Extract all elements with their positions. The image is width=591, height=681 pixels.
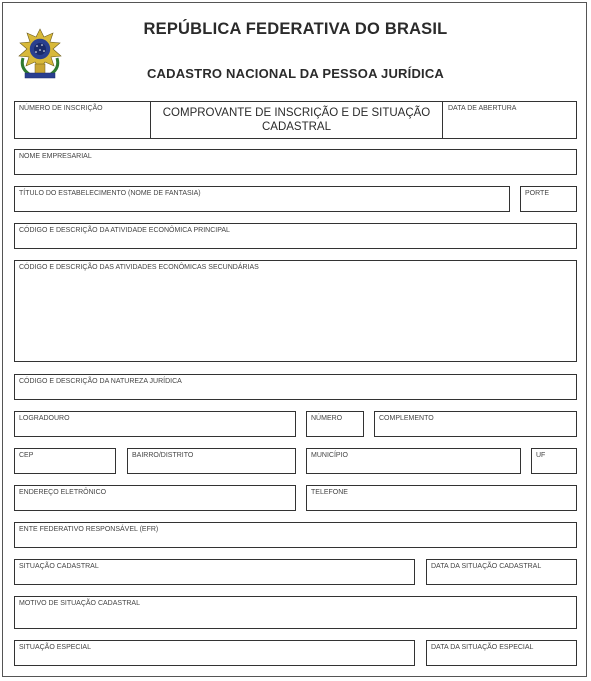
municipio-field [306,448,521,474]
telefone-field [306,485,577,511]
porte-field [520,186,577,212]
motivo-situacao-label: MOTIVO DE SITUAÇÃO CADASTRAL [19,600,140,607]
ente-federativo-field [14,522,577,548]
natureza-juridica-field [14,374,577,400]
nome-empresarial-label: NOME EMPRESARIAL [19,153,92,160]
municipio-label: MUNICÍPIO [311,452,348,459]
situacao-cadastral-label: SITUAÇÃO CADASTRAL [19,563,99,570]
data-situacao-cadastral-field [426,559,577,585]
situacao-cadastral-field [14,559,415,585]
telefone-label: TELEFONE [311,489,348,496]
atividade-principal-label: CÓDIGO E DESCRIÇÃO DA ATIVIDADE ECONÔMICA PRINCIPAL [19,227,230,234]
uf-field [531,448,577,474]
atividades-secundarias-label: CÓDIGO E DESCRIÇÃO DAS ATIVIDADES ECONÔMICAS SECUNDÁRIAS [19,264,259,271]
numero-inscricao-label: NÚMERO DE INSCRIÇÃO [19,105,103,112]
uf-label: UF [536,452,546,459]
natureza-juridica-label: CÓDIGO E DESCRIÇÃO DA NATUREZA JURÍDICA [19,378,182,385]
endereco-eletronico-field [14,485,296,511]
inscricao-row [14,101,577,139]
data-abertura-label: DATA DE ABERTURA [448,105,517,112]
bairro-label: BAIRRO/DISTRITO [132,452,194,459]
motivo-situacao-field [14,596,577,629]
numero-field [306,411,364,437]
document-title: REPÚBLICA FEDERATIVA DO BRASIL [143,20,448,38]
data-situacao-cadastral-label: DATA DA SITUAÇÃO CADASTRAL [431,563,542,570]
porte-label: PORTE [525,190,549,197]
cep-label: CEP [19,452,34,459]
logradouro-label: LOGRADOURO [19,415,70,422]
document-subtitle: CADASTRO NACIONAL DA PESSOA JURÍDICA [146,66,445,81]
nome-empresarial-field [14,149,577,175]
logradouro-field [14,411,296,437]
titulo-estabelecimento-label: TÍTULO DO ESTABELECIMENTO (NOME DE FANTASIA) [19,190,201,197]
complemento-field [374,411,577,437]
situacao-especial-field [14,640,415,666]
atividades-secundarias-field [14,260,577,362]
data-situacao-especial-label: DATA DA SITUAÇÃO ESPECIAL [431,644,534,651]
situacao-especial-label: SITUAÇÃO ESPECIAL [19,644,91,651]
atividade-principal-field [14,223,577,249]
comprovante-heading: COMPROVANTE DE INSCRIÇÃO E DE SITUAÇÃO CADASTRAL [150,102,443,138]
endereco-eletronico-label: ENDEREÇO ELETRÔNICO [19,489,107,496]
numero-label: NÚMERO [311,415,343,422]
bairro-field [127,448,296,474]
data-situacao-especial-field [426,640,577,666]
complemento-label: COMPLEMENTO [379,415,434,422]
ente-federativo-label: ENTE FEDERATIVO RESPONSÁVEL (EFR) [19,526,159,533]
titulo-estabelecimento-field [14,186,510,212]
cep-field [14,448,116,474]
